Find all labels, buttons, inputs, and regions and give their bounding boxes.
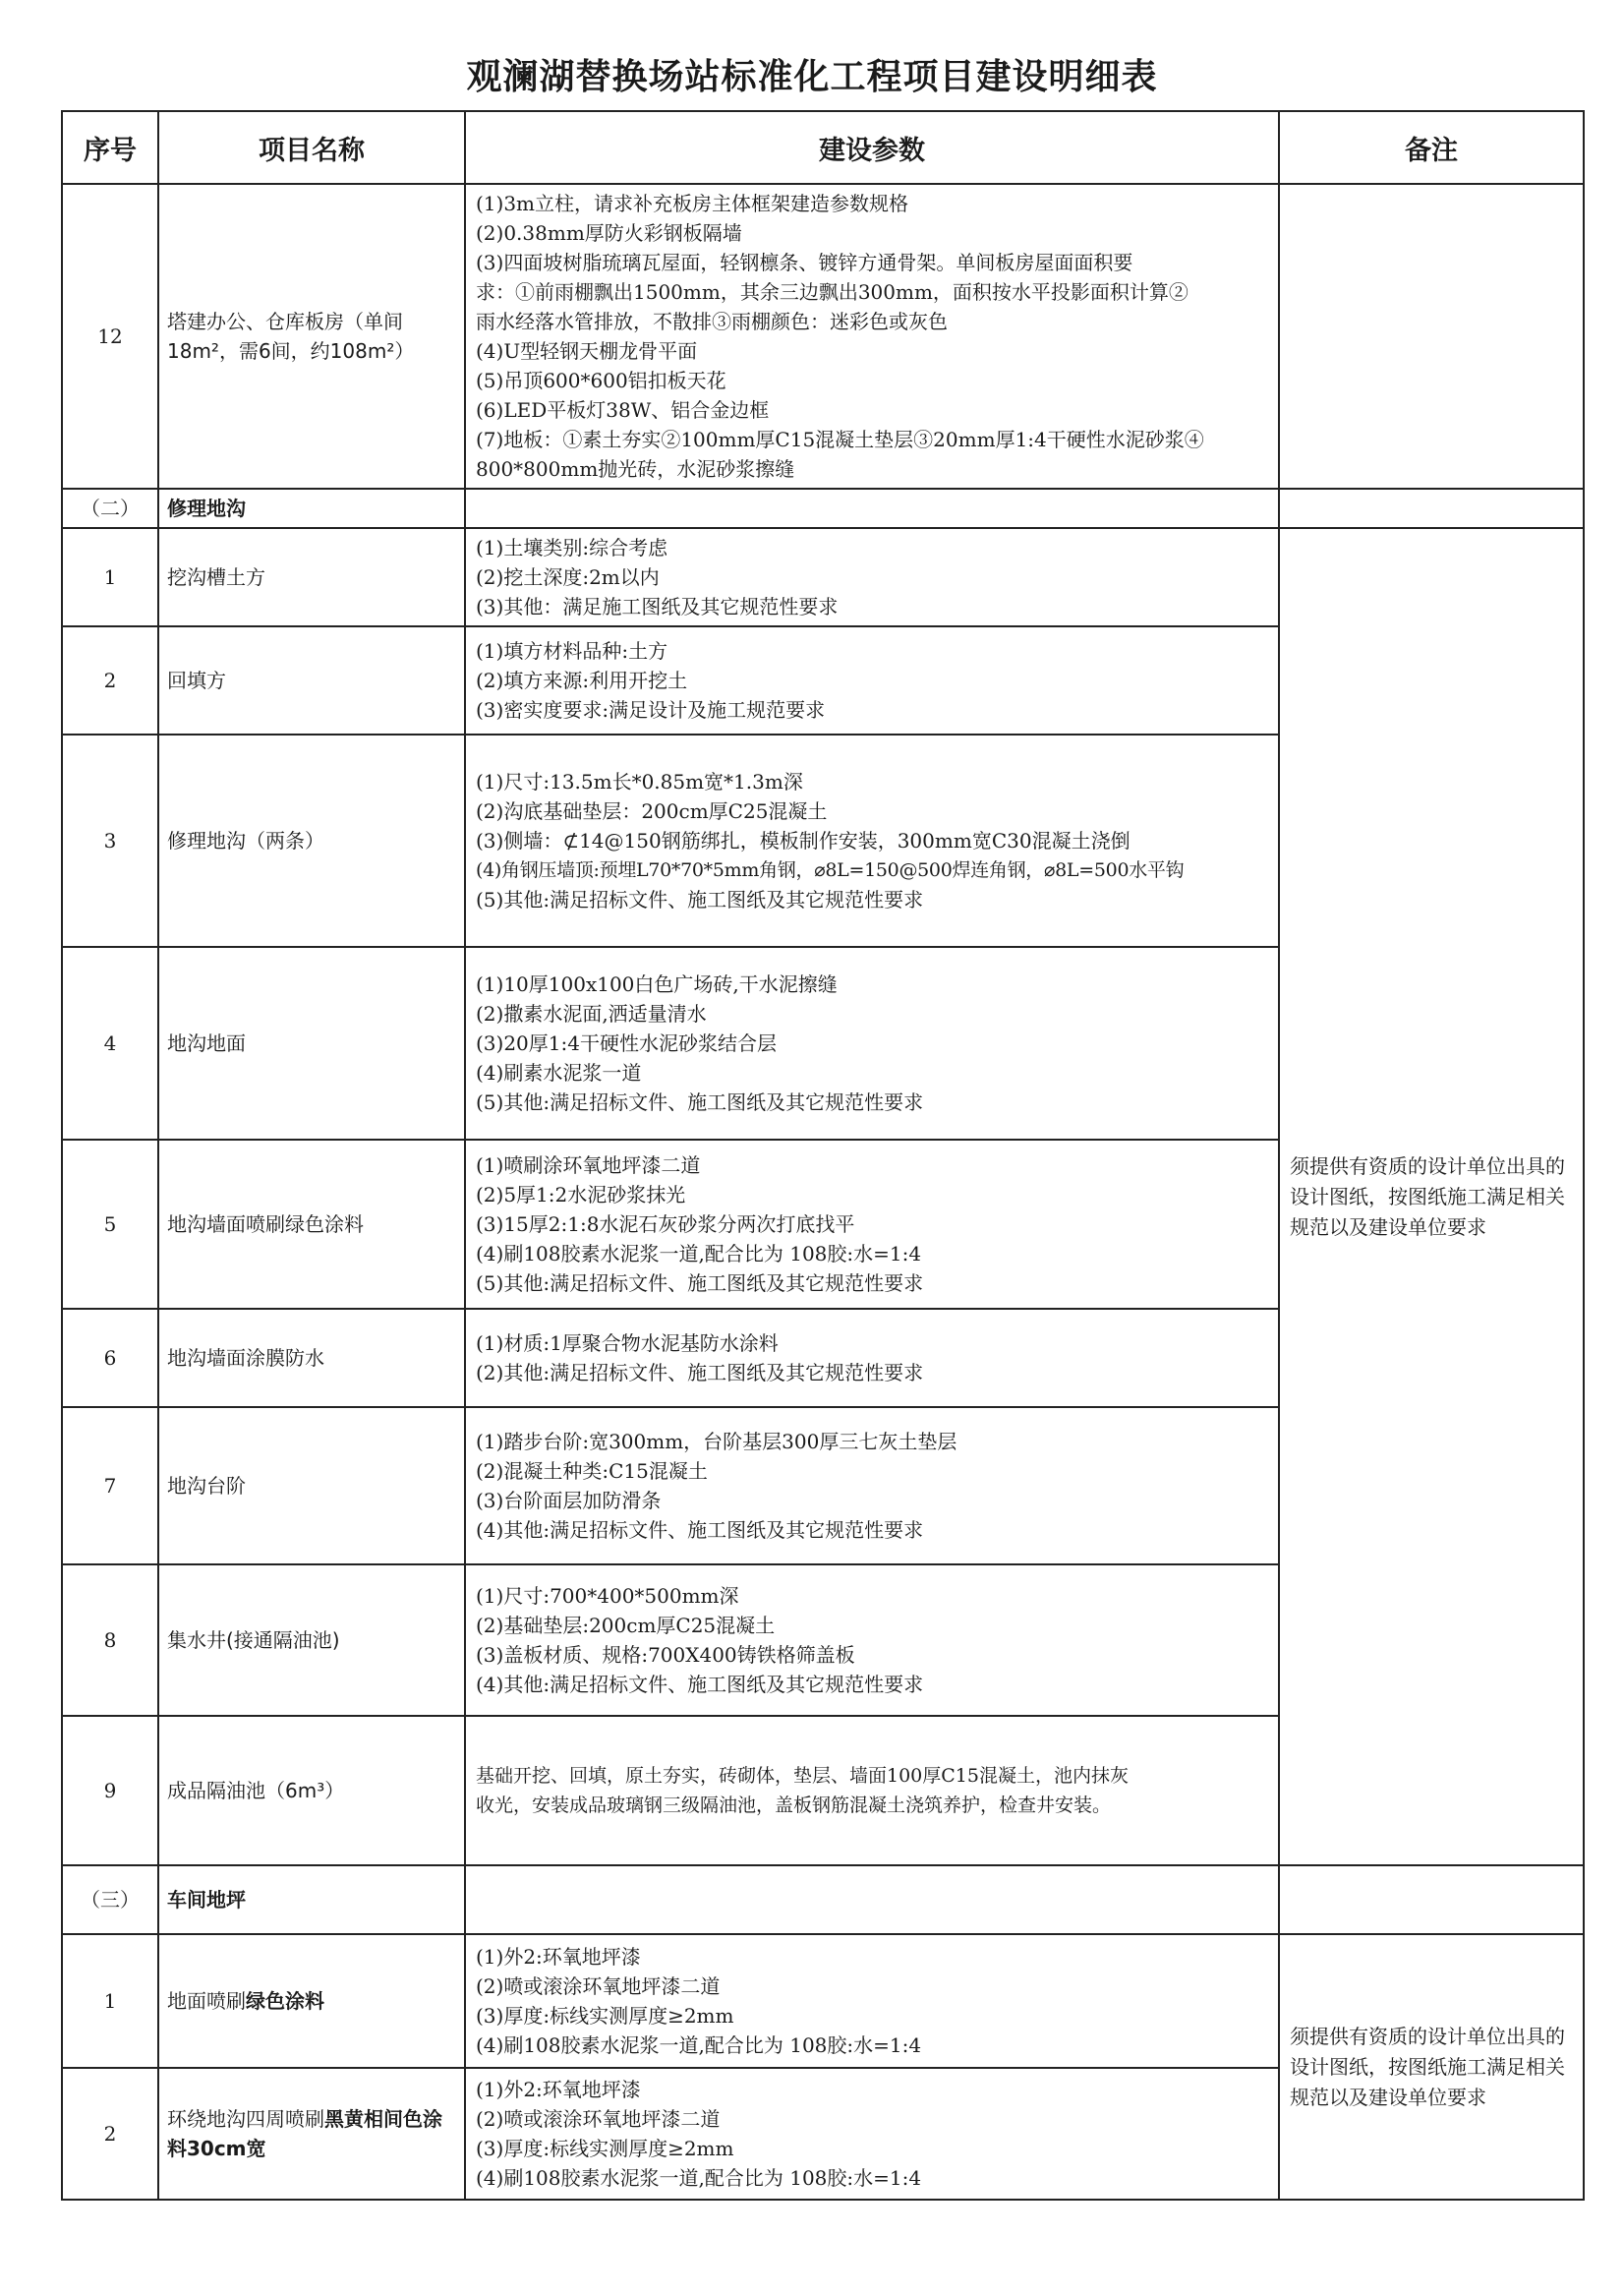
row-name: 挖沟槽土方: [158, 528, 465, 626]
param-line: (4)其他:满足招标文件、施工图纸及其它规范性要求: [476, 1673, 924, 1696]
row-number: 6: [62, 1309, 158, 1407]
section-number: （二）: [62, 489, 158, 528]
row-params: [465, 1716, 1279, 1865]
param-line: (3)20厚1:4干硬性水泥砂浆结合层: [476, 1031, 777, 1055]
row-params: [465, 528, 1279, 626]
param-line: (1)尺寸:700*400*500mm深: [476, 1584, 739, 1608]
row-number: 7: [62, 1407, 158, 1564]
param-line: (1)土壤类别:综合考虑: [476, 536, 668, 559]
param-line: 基础开挖、回填，原土夯实，砖砌体，垫层、墙面100厚C15混凝土，池内抹灰: [476, 1765, 1129, 1787]
param-line: (4)其他:满足招标文件、施工图纸及其它规范性要求: [476, 1518, 924, 1542]
section-number: （三）: [62, 1865, 158, 1934]
param-line: (4)角钢压墙顶:预埋L70*70*5mm角钢，⌀8L=150@500焊连角钢，⌀8L=500水平钩: [476, 859, 1185, 881]
section3-remark: 须提供有资质的设计单位出具的设计图纸，按图纸施工满足相关规范以及建设单位要求: [1279, 1934, 1584, 2200]
header-name: 项目名称: [158, 111, 465, 184]
row-name: [158, 1934, 465, 2068]
param-line: (3)厚度:标线实测厚度≥2mm: [476, 2137, 734, 2160]
param-line: (5)其他:满足招标文件、施工图纸及其它规范性要求: [476, 888, 924, 912]
row-name-bold: 黑黄相间色涂料30cm宽: [167, 2107, 442, 2160]
row-number: 9: [62, 1716, 158, 1865]
param-line: (4)刷素水泥浆一道: [476, 1061, 642, 1085]
param-line: (2)0.38mm厚防火彩钢板隔墙: [476, 221, 742, 245]
param-line: (2)沟底基础垫层：200cm厚C25混凝土: [476, 799, 828, 823]
param-line: (2)5厚1:2水泥砂浆抹光: [476, 1183, 686, 1206]
row-params: [465, 735, 1279, 947]
param-line: (3)密实度要求:满足设计及施工规范要求: [476, 698, 826, 722]
param-line: (1)填方材料品种:土方: [476, 639, 668, 663]
section-row: [62, 1865, 1584, 1934]
table-row: [62, 1934, 1584, 2068]
row-params: [465, 626, 1279, 735]
row-number: 8: [62, 1564, 158, 1716]
param-line: (3)其他：满足施工图纸及其它规范性要求: [476, 595, 839, 618]
row-number: 3: [62, 735, 158, 947]
row-name: 修理地沟（两条）: [158, 735, 465, 947]
row-name-plain: 环绕地沟四周喷刷: [167, 2107, 324, 2131]
param-line: (1)踏步台阶:宽300mm，台阶基层300厚三七灰土垫层: [476, 1430, 957, 1453]
param-line: (1)10厚100x100白色广场砖,干水泥擦缝: [476, 972, 838, 996]
param-line: (2)混凝土种类:C15混凝土: [476, 1459, 708, 1483]
table-row: [62, 528, 1584, 626]
param-line: (5)其他:满足招标文件、施工图纸及其它规范性要求: [476, 1271, 924, 1295]
param-line: (1)尺寸:13.5m长*0.85m宽*1.3m深: [476, 770, 803, 794]
header-params: 建设参数: [465, 111, 1279, 184]
param-line: (1)喷刷涂环氧地坪漆二道: [476, 1153, 701, 1177]
table-row: [62, 184, 1584, 489]
row-name: 成品隔油池（6m³）: [158, 1716, 465, 1865]
param-line: 雨水经落水管排放，不散排③雨棚颜色：迷彩色或灰色: [476, 310, 948, 333]
row-number: 1: [62, 528, 158, 626]
param-line: (1)材质:1厚聚合物水泥基防水涂料: [476, 1331, 779, 1355]
row-name: 塔建办公、仓库板房（单间18m²，需6间，约108m²）: [158, 184, 465, 489]
section-name: 车间地坪: [158, 1865, 465, 1934]
page-title: 观澜湖替换场站标准化工程项目建设明细表: [466, 57, 1158, 97]
param-line: (4)刷108胶素水泥浆一道,配合比为 108胶:水=1:4: [476, 1242, 922, 1265]
row-number: 2: [62, 626, 158, 735]
row-number: 4: [62, 947, 158, 1140]
param-line: (3)厚度:标线实测厚度≥2mm: [476, 2004, 734, 2028]
row-number: 2: [62, 2068, 158, 2200]
param-line: (2)撒素水泥面,洒适量清水: [476, 1002, 707, 1026]
section-name: 修理地沟: [158, 489, 465, 528]
project-table: [61, 110, 1585, 2201]
row-name: 回填方: [158, 626, 465, 735]
param-line: (1)外2:环氧地坪漆: [476, 2078, 641, 2101]
param-line: (3)四面坡树脂琉璃瓦屋面，轻钢檩条、镀锌方通骨架。单间板房屋面面积要: [476, 251, 1133, 274]
param-line: (2)其他:满足招标文件、施工图纸及其它规范性要求: [476, 1361, 924, 1384]
param-line: (1)外2:环氧地坪漆: [476, 1945, 641, 1969]
param-line: (2)填方来源:利用开挖土: [476, 669, 688, 692]
row-params: [465, 1934, 1279, 2068]
param-line: (3)侧墙：⊄14@150钢筋绑扎，模板制作安装，300mm宽C30混凝土浇倒: [476, 829, 1131, 853]
row-params: [465, 1140, 1279, 1309]
param-line: 800*800mm抛光砖，水泥砂浆擦缝: [476, 457, 795, 481]
row-name: 集水井(接通隔油池): [158, 1564, 465, 1716]
row-params: [465, 2068, 1279, 2200]
row-number: 1: [62, 1934, 158, 2068]
header-remark: 备注: [1279, 111, 1584, 184]
header-row: [62, 111, 1584, 184]
param-line: (2)喷或滚涂环氧地坪漆二道: [476, 2107, 721, 2131]
param-line: (5)其他:满足招标文件、施工图纸及其它规范性要求: [476, 1090, 924, 1114]
param-line: (3)15厚2:1:8水泥石灰砂浆分两次打底找平: [476, 1212, 855, 1236]
param-line: (3)台阶面层加防滑条: [476, 1489, 662, 1512]
row-name: [158, 2068, 465, 2200]
row-name: 地沟墙面喷刷绿色涂料: [158, 1140, 465, 1309]
param-line: (2)挖土深度:2m以内: [476, 565, 660, 589]
param-line: (2)喷或滚涂环氧地坪漆二道: [476, 1974, 721, 1998]
row-name-plain: 地面喷刷: [167, 1989, 246, 2013]
param-line: (2)基础垫层:200cm厚C25混凝土: [476, 1614, 776, 1637]
param-line: (4)刷108胶素水泥浆一道,配合比为 108胶:水=1:4: [476, 2166, 922, 2190]
param-line: 收光，安装成品玻璃钢三级隔油池，盖板钢筋混凝土浇筑养护，检查井安装。: [476, 1795, 1112, 1816]
row-remark: [1279, 184, 1584, 489]
param-line: (3)盖板材质、规格:700X400铸铁格筛盖板: [476, 1643, 855, 1667]
param-line: 求：①前雨棚飘出1500mm，其余三边飘出300mm，面积按水平投影面积计算②: [476, 280, 1189, 304]
param-line: (4)U型轻钢天棚龙骨平面: [476, 339, 698, 363]
row-params: [465, 947, 1279, 1140]
row-params: [465, 184, 1279, 489]
row-name: 地沟台阶: [158, 1407, 465, 1564]
row-name-bold: 绿色涂料: [246, 1989, 324, 2013]
row-params: [465, 1564, 1279, 1716]
section2-remark: 须提供有资质的设计单位出具的设计图纸，按图纸施工满足相关规范以及建设单位要求: [1279, 528, 1584, 1865]
param-line: (4)刷108胶素水泥浆一道,配合比为 108胶:水=1:4: [476, 2033, 922, 2057]
param-line: (1)3m立柱，请求补充板房主体框架建造参数规格: [476, 192, 909, 215]
row-params: [465, 1407, 1279, 1564]
section-row: [62, 489, 1584, 528]
row-name: 地沟墙面涂膜防水: [158, 1309, 465, 1407]
param-line: (5)吊顶600*600铝扣板天花: [476, 369, 726, 392]
header-no: 序号: [62, 111, 158, 184]
row-params: [465, 1309, 1279, 1407]
row-number: 5: [62, 1140, 158, 1309]
param-line: (7)地板：①素土夯实②100mm厚C15混凝土垫层③20mm厚1:4干硬性水泥砂浆④: [476, 428, 1204, 451]
row-number: 12: [62, 184, 158, 489]
row-name: 地沟地面: [158, 947, 465, 1140]
param-line: (6)LED平板灯38W、铝合金边框: [476, 398, 770, 422]
